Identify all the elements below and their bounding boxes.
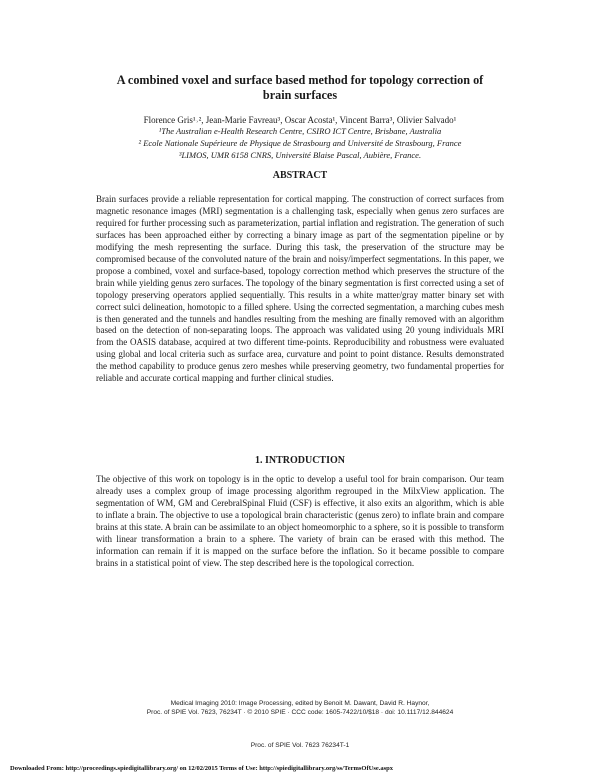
- title-line-2: brain surfaces: [262, 88, 338, 102]
- affiliation-3: ³LIMOS, UMR 6158 CNRS, Université Blaise Pascal, Aubière, France.: [178, 150, 422, 160]
- affiliation-2: ² Ecole Nationale Supérieure de Physique de Strasbourg and Université de Strasbourg, France: [138, 138, 462, 148]
- paper-title: [60, 73, 540, 103]
- affiliation-1: ¹The Australian e-Health Research Centre, CSIRO ICT Centre, Brisbane, Australia: [158, 126, 442, 136]
- author-list: Florence Gris¹˒², Jean-Marie Favreau³, Oscar Acosta¹, Vincent Barra³, Olivier Salvado¹: [143, 115, 457, 125]
- introduction-heading: 1. INTRODUCTION: [254, 455, 345, 466]
- download-notice: Downloaded From: http://proceedings.spiedigitallibrary.org/ on 12/02/2015 Terms of Use: http://spiedigitallibrary.org/ss/TermsOfUse.aspx: [10, 765, 394, 772]
- page-identifier: Proc. of SPIE Vol. 7623 76234T-1: [250, 742, 350, 749]
- footer-citation-line-2: Proc. of SPIE Vol. 7623, 76234T · © 2010 SPIE · CCC code: 1605-7422/10/$18 · doi: 10.1117/12.844624: [146, 709, 454, 716]
- abstract-heading: ABSTRACT: [272, 170, 328, 181]
- footer-citation-line-1: Medical Imaging 2010: Image Processing, edited by Benoit M. Dawant, David R. Haynor,: [170, 700, 430, 707]
- abstract-text: Brain surfaces provide a reliable representation for cortical mapping. The construction of correct surfaces from magnetic resonance images (MRI) segmentation is a challenging task, especially when genus zero surfaces are required for further processing such as parameterization, partial inflation and registration. The generation of such surfaces has been approached either by correcting a binary image as part of the segmentation pipeline or by modifying the mesh representing the surface. During this task, the preservation of the structure may be compromised because of the convoluted nature of the brain and noisy/imperfect segmentations. In this paper, we propose a combined, voxel and surface-based, topology correction method which preserves the structure of the brain while yielding genus zero surfaces. The topology of the binary segmentation is first corrected using a set of topology preserving operators applied sequentially. This results in a white matter/gray matter binary set with correct sulci delineation, homotopic to a filled sphere. Using the corrected segmentation, a marching cubes mesh is then generated and the tunnels and handles resulting from the meshing are finally removed with an algorithm based on the detection of non-separating loops. The approach was validated using 20 young individuals MRI from the OASIS database, acquired at two different time-points. Reproducibility and robustness were evaluated using global and local criteria such as surface area, curvature and point to point distance. Results demonstrated the method capability to produce genus zero meshes while preserving geometry, two fundamental properties for reliable and accurate cortical mapping and further clinical studies.: [96, 194, 504, 384]
- introduction-text: The objective of this work on topology is in the optic to develop a useful tool for brain comparison. Our team already uses a complex group of image processing algorithm regrouped in the MilxView application. The segmentation of WM, GM and CerebralSpinal Fluid (CSF) is effective, it also exits an algorithm, which is able to inflate a brain. The objective to use a topological brain characteristic (genus zero) to inflate brain and compare brains at this state. A brain can be assimilate to an object homeomorphic to a sphere, so it is possible to transform with linear transformation a brain to a sphere. The variety of brain can be erased with this method. The information can remain if it is mapped on the surface before the inflation. So it became possible to compare brains in a statistical point of view. The step described here is the topological correction.: [96, 474, 504, 568]
- title-line-1: A combined voxel and surface based method for topology correction of: [116, 73, 484, 87]
